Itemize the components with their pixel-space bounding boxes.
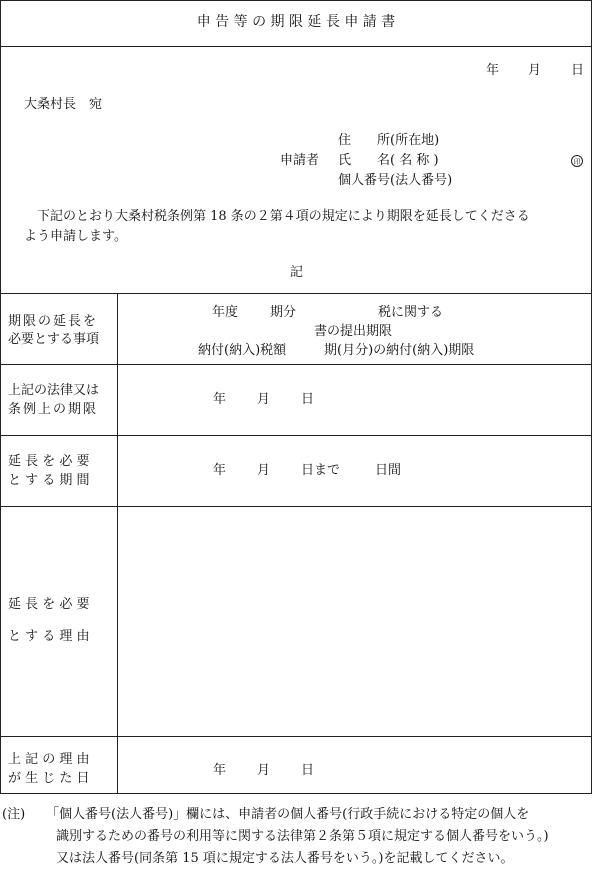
reason-field[interactable]	[118, 507, 591, 736]
row3-days: 日間	[375, 463, 402, 478]
row2-day: 日	[301, 392, 315, 407]
row1-nendo: 年度	[212, 305, 239, 320]
form-title: 申 告 等 の 期 限 延 長 申 請 書	[196, 14, 396, 30]
date-year: 年	[486, 63, 500, 78]
row2-year: 年	[213, 392, 227, 407]
row1-tax-amount: 納付(納入)税額	[198, 343, 287, 358]
row1-label-line1: 期限の延長を	[8, 314, 99, 329]
note-prefix: (注)	[2, 807, 26, 822]
addressee: 大桑村長 宛	[24, 97, 103, 112]
row3-label-line1: 延 長 を 必 要	[8, 454, 90, 469]
number-label: 個人番号(法人番号)	[338, 173, 453, 188]
row1-payment-deadline: 期(月分)の納付(納入)期限	[324, 343, 475, 358]
applicant-label: 申請者	[280, 153, 320, 168]
row2-label-line2: 条例上の期限	[8, 402, 99, 417]
row-divider-4	[0, 736, 592, 737]
row3-until: 日まで	[301, 463, 341, 478]
statement-line-1: 下記のとおり大桑村税条例第 18 条の２第４項の規定により期限を延長してくださる	[37, 209, 530, 224]
row-divider-2	[0, 435, 592, 436]
row3-year: 年	[213, 463, 227, 478]
note-line-2: 識別するための番号の利用等に関する法律第２条第５項に規定する個人番号をいう。)	[56, 829, 549, 844]
statement-line-2: よう申請します。	[24, 229, 127, 244]
row3-label-line2: と す る 期 間	[8, 473, 90, 488]
date-day: 日	[571, 63, 585, 78]
row5-label-line1: 上 記 の 理 由	[8, 752, 90, 767]
date-month: 月	[528, 63, 542, 78]
note-line-1: 「個人番号(法人番号)」欄には、申請者の個人番号(行政手続における特定の個人を	[46, 807, 530, 822]
row1-deadline: 書の提出期限	[314, 324, 393, 339]
address-label: 住 所(所在地)	[338, 133, 440, 148]
row5-label-line2: が 生 じ た 日	[8, 771, 90, 786]
row1-label-line2: 必要とする事項	[8, 332, 100, 347]
row5-day: 日	[301, 763, 315, 778]
row3-month: 月	[257, 463, 271, 478]
seal-mark: 印	[571, 155, 583, 167]
ki-mark: 記	[290, 265, 304, 280]
row1-kibun: 期分	[270, 305, 297, 320]
row4-label-line1: 延 長 を 必 要	[8, 597, 90, 612]
row2-month: 月	[257, 392, 271, 407]
row1-zei: 税に関する	[378, 305, 444, 320]
row-divider-1	[0, 364, 592, 365]
name-label: 氏 名( 名 称 )	[338, 153, 439, 168]
title-divider	[0, 46, 592, 47]
row4-label-line2: と す る 理 由	[8, 629, 90, 644]
note-line-3: 又は法人番号(同条第 15 項に規定する法人番号をいう。)を記載してください。	[56, 851, 514, 866]
row5-month: 月	[257, 763, 271, 778]
row2-label-line1: 上記の法律又は	[8, 383, 100, 398]
row5-year: 年	[213, 763, 227, 778]
header-divider	[0, 293, 592, 294]
